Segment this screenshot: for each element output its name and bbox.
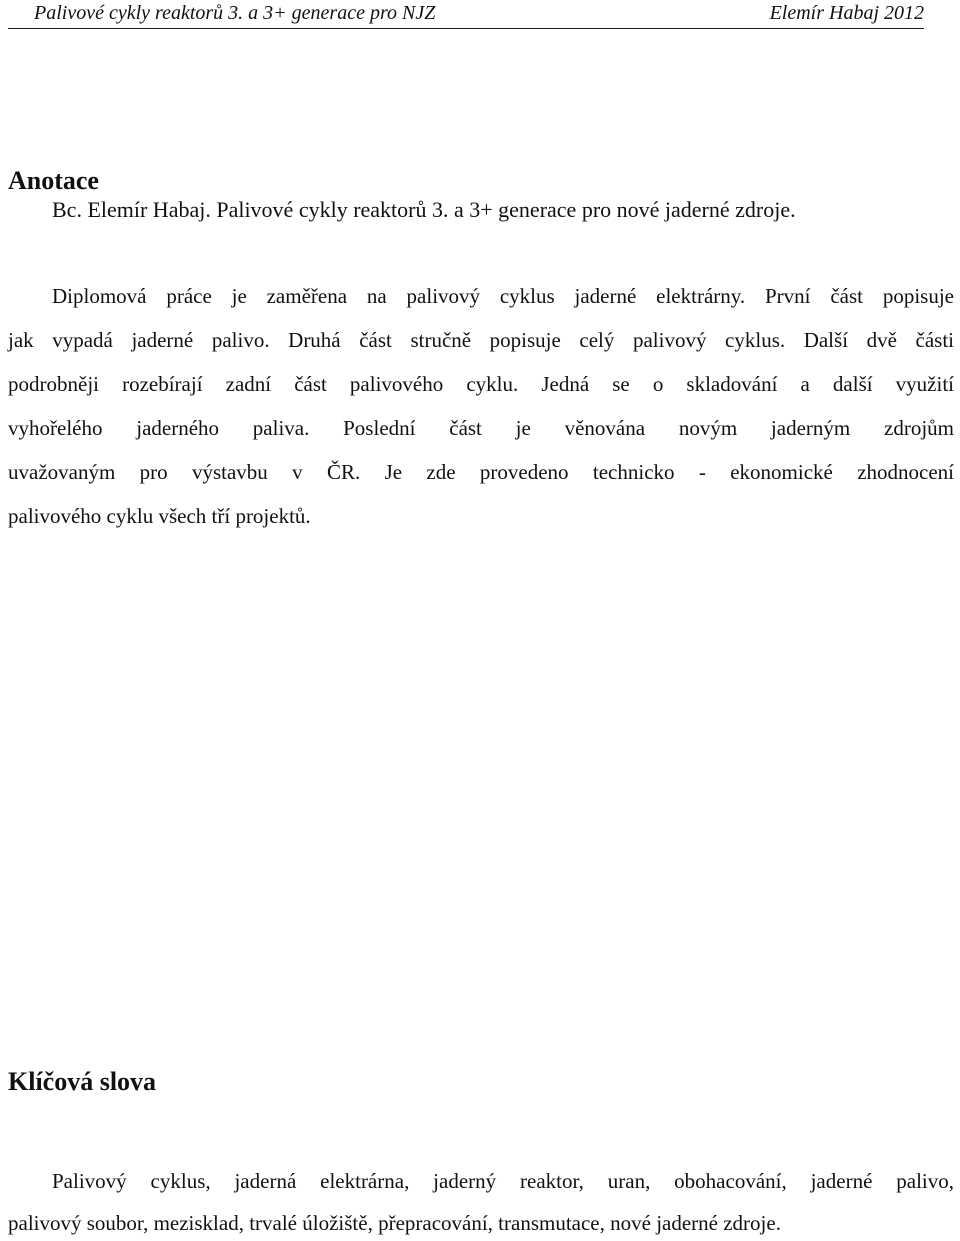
page-header [8,0,924,29]
keywords-line-1: Palivový cyklus, jaderná elektrárna, jaderný reaktor, uran, obohacování, jaderné palivo, [52,1169,954,1193]
keywords-heading: Klíčová slova [8,1067,157,1096]
header-author-year: Elemír Habaj 2012 [769,2,924,24]
citation: Bc. Elemír Habaj. Palivové cykly reaktorů 3. a 3+ generace pro nové jaderné zdroje. [52,197,796,222]
abstract-line-5: uvažovaným pro výstavbu v ČR. Je zde provedeno technicko - ekonomické zhodnocení [8,460,954,484]
abstract-line-2: jak vypadá jaderné palivo. Druhá část stručně popisuje celý palivový cyklus. Další dvě části [8,328,954,352]
abstract-line-3: podrobněji rozebírají zadní část palivového cyklu. Jedná se o skladování a další využití [8,372,954,396]
abstract-line-4: vyhořelého jaderného paliva. Poslední část je věnována novým jaderným zdrojům [8,416,954,440]
abstract-line-1: Diplomová práce je zaměřena na palivový cyklus jaderné elektrárny. První část popisuje [52,284,954,308]
header-document-title: Palivové cykly reaktorů 3. a 3+ generace pro NJZ [34,2,436,24]
abstract-line-6: palivového cyklu všech tří projektů. [8,504,311,528]
anotace-heading: Anotace [8,166,99,195]
keywords-line-2: palivový soubor, mezisklad, trvalé úložiště, přepracování, transmutace, nové jaderné zdroje. [8,1211,781,1235]
